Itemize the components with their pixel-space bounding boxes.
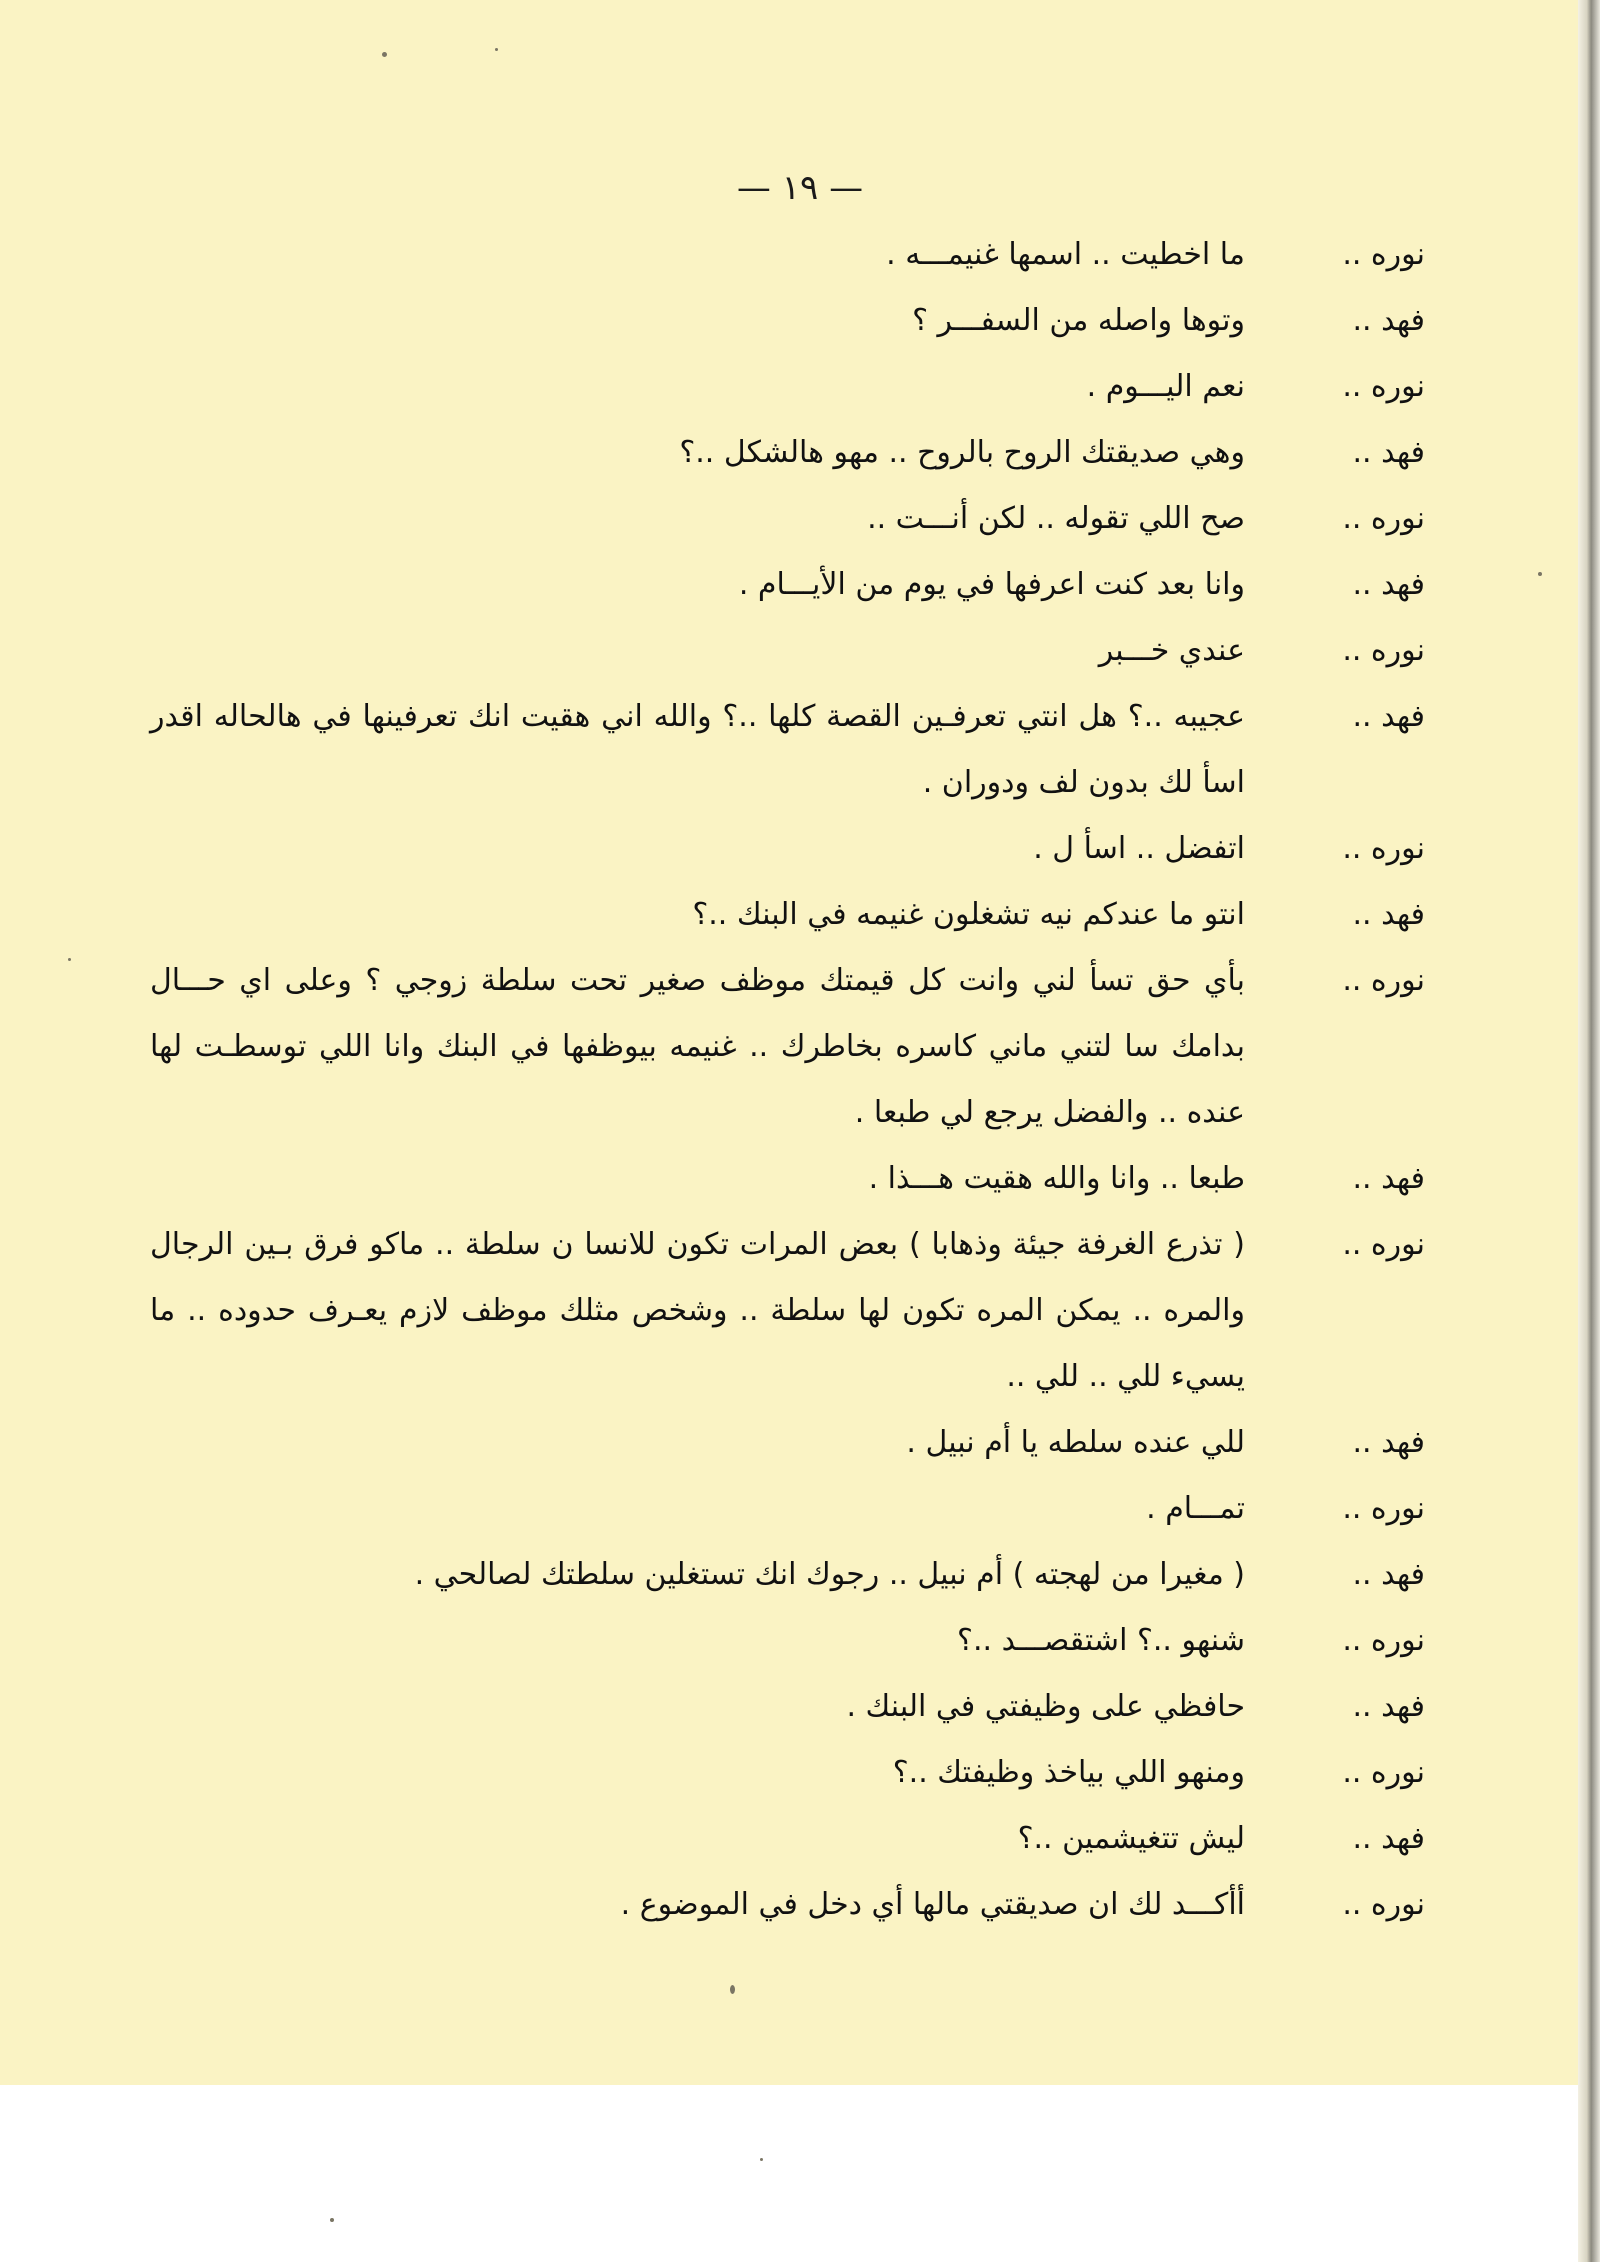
dialogue-line [150,1674,1425,1740]
speech-text: وتوها واصله من السفـــر ؟ [912,303,1245,338]
speaker-name: نوره .. [1342,1491,1425,1526]
paper-edge [1578,0,1600,2262]
dialogue-line [150,552,1425,618]
dialogue-script [150,222,1425,1938]
dialogue-line [150,288,1425,354]
paper-speck [760,2158,763,2161]
speaker-name: نوره .. [1342,963,1425,998]
dialogue-line [150,948,1425,1146]
speech-text: شنهو ..؟ اشتقصـــد ..؟ [957,1623,1245,1658]
speech-text: عندي خـــبر [1098,633,1245,668]
dialogue-line [150,1740,1425,1806]
speaker-name: فهد .. [1352,435,1425,470]
speaker-name: نوره .. [1342,1623,1425,1658]
speech-text: وانا بعد كنت اعرفها في يوم من الأيـــام . [738,567,1245,602]
dialogue-line [150,1872,1425,1938]
dialogue-line [150,222,1425,288]
speech-text: نعم اليـــوم . [1086,369,1245,404]
dialogue-line [150,816,1425,882]
paper-speck [382,52,387,57]
dialogue-line [150,1806,1425,1872]
page-number: — ١٩ — [736,168,864,208]
dialogue-line [150,1410,1425,1476]
speaker-name: نوره .. [1342,1227,1425,1262]
speaker-name: فهد .. [1352,1557,1425,1592]
paper-speck [1538,572,1542,576]
speaker-name: نوره .. [1342,1755,1425,1790]
dialogue-line [150,1212,1425,1410]
speaker-name: فهد .. [1352,699,1425,734]
dialogue-line [150,618,1425,684]
dialogue-line [150,420,1425,486]
speaker-name: فهد .. [1352,1821,1425,1856]
speech-text: حافظي على وظيفتي في البنك . [846,1689,1245,1724]
paper-speck [330,2218,334,2222]
speech-text: انتو ما عندكم نيه تشغلون غنيمه في البنك ..؟ [692,897,1245,932]
speech-text: وهي صديقتك الروح بالروح .. مهو هالشكل ..؟ [679,435,1245,470]
dialogue-line [150,354,1425,420]
speech-text: عجيبه ..؟ هل انتي تعرفـين القصة كلها ..؟ والله اني هقيت انك تعرفينها في هالحاله اقدر اسأ لك بدون لف ودوران . [150,699,1245,800]
speech-text: ومنهو اللي بياخذ وظيفتك ..؟ [892,1755,1245,1790]
speech-text: صح اللي تقوله .. لكن أنـــت .. [867,501,1245,536]
speaker-name: فهد .. [1352,1425,1425,1460]
speaker-name: نوره .. [1342,237,1425,272]
speaker-name: فهد .. [1352,1161,1425,1196]
speech-text: ( مغيرا من لهجته ) أم نبيل .. رجوك انك تستغلين سلطتك لصالحي . [414,1557,1245,1592]
dialogue-line [150,1146,1425,1212]
speech-text: ( تذرع الغرفة جيئة وذهابا ) بعض المرات تكون للانسا ن سلطة .. ماكو فرق بـين الرجال والمره .. يمكن المره تكون لها سلطة .. وشخص مثلك موظف لازم يعـرف حدوده .. ما يسيء للي .. للي .. [150,1227,1245,1394]
speaker-name: فهد .. [1352,897,1425,932]
speaker-name: نوره .. [1342,633,1425,668]
speaker-name: فهد .. [1352,303,1425,338]
dialogue-line [150,684,1425,816]
speaker-name: فهد .. [1352,1689,1425,1724]
speaker-name: فهد .. [1352,567,1425,602]
paper-speck [68,958,71,961]
dialogue-line [150,486,1425,552]
dialogue-line [150,882,1425,948]
speaker-name: نوره .. [1342,831,1425,866]
speech-text: ما اخطيت .. اسمها غنيمـــه . [886,237,1245,272]
dialogue-line [150,1608,1425,1674]
speech-text: ليش تتغيشمين ..؟ [1017,1821,1245,1856]
speaker-name: نوره .. [1342,369,1425,404]
paper-speck [730,1985,735,1994]
dialogue-line [150,1542,1425,1608]
speaker-name: نوره .. [1342,1887,1425,1922]
speech-text: للي عنده سلطه يا أم نبيل . [906,1425,1245,1460]
speech-text: اتفضل .. اسأ ل . [1033,831,1245,866]
speech-text: بأي حق تسأ لني وانت كل قيمتك موظف صغير تحت سلطة زوجي ؟ وعلى اي حـــال بدامك سا لتني ماني كاسره بخاطرك .. غنيمه بيوظفها في البنك وانا اللي توسطـت لها عنده .. والفضل يرجع لي طبعا . [150,963,1245,1130]
paper-speck [495,48,498,51]
speaker-name: نوره .. [1342,501,1425,536]
speech-text: طبعا .. وانا والله هقيت هـــذا . [868,1161,1245,1196]
speech-text: أأكـــد لك ان صديقتي مالها أي دخل في الموضوع . [620,1887,1245,1922]
dialogue-line [150,1476,1425,1542]
speech-text: تمـــام . [1146,1491,1245,1526]
